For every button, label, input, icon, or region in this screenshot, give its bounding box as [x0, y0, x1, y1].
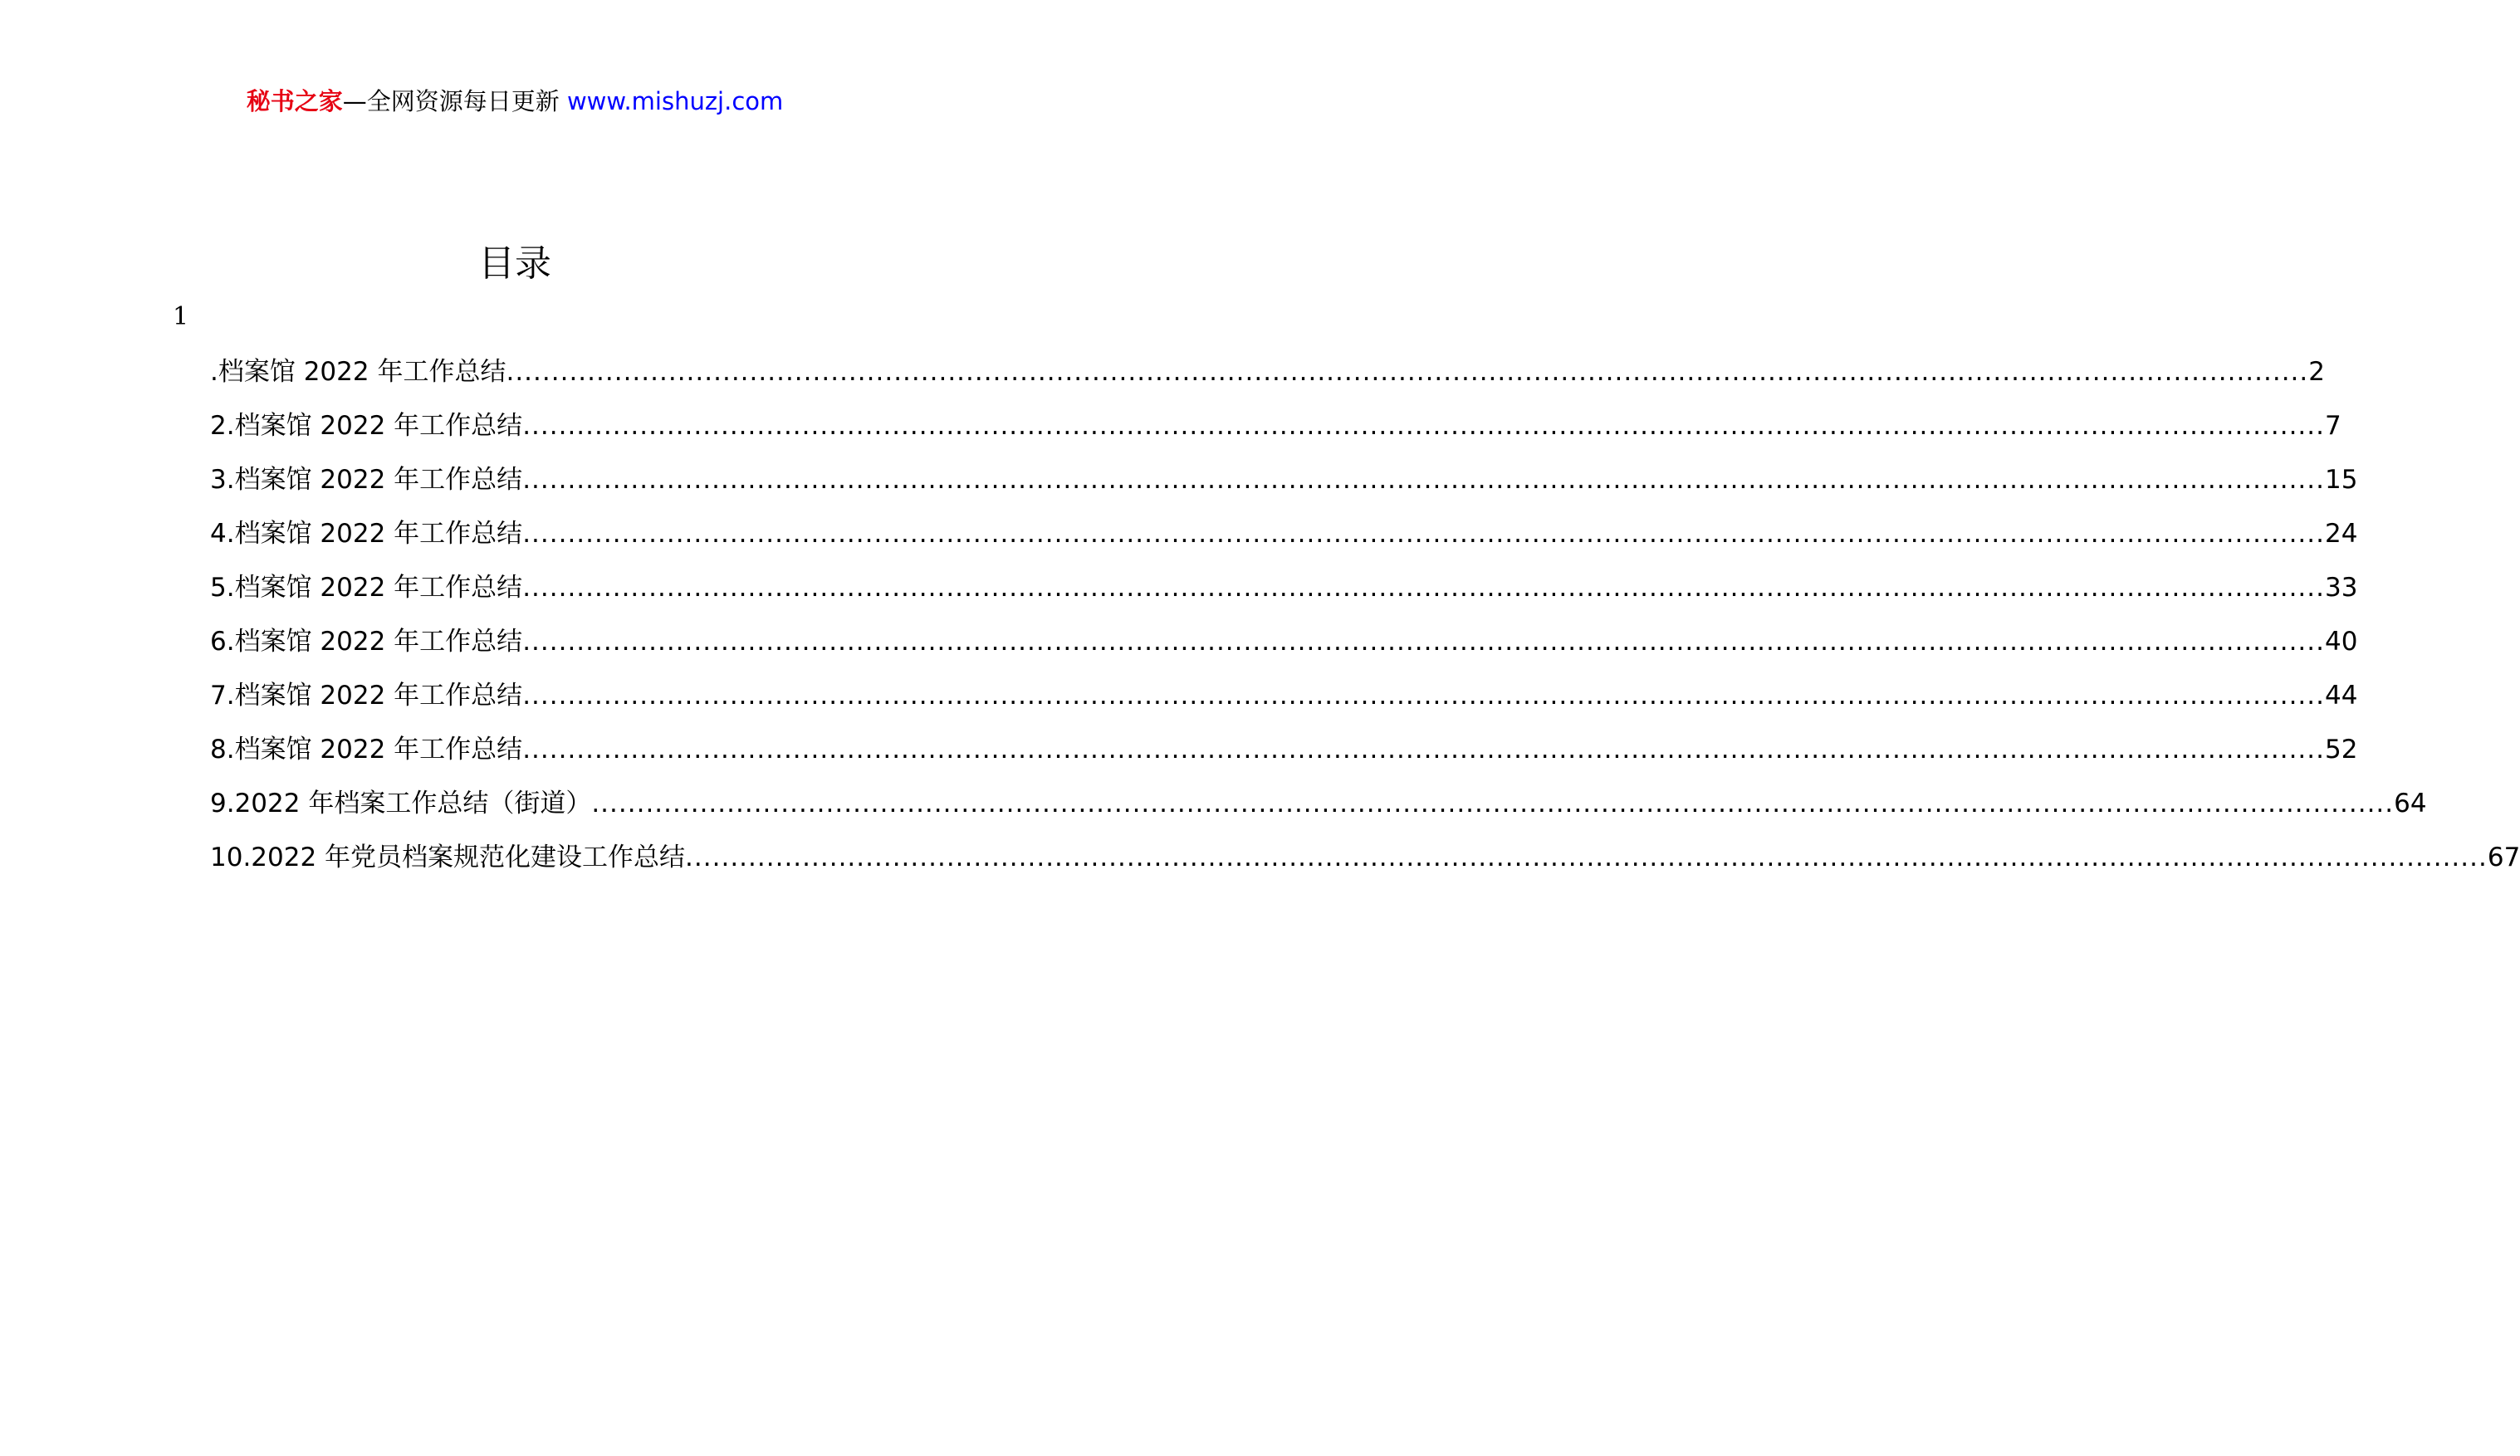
toc-entry-page-number: 7 [2325, 411, 2341, 441]
toc-dot-leader: ........................................................................................................................................................................................................ [522, 681, 2325, 711]
toc-entry-page-number: 24 [2325, 519, 2358, 549]
toc-list [210, 352, 2520, 892]
toc-dot-leader: ........................................................................................................................................................................................................ [522, 627, 2325, 657]
toc-dot-leader: ........................................................................................................................................................................................................ [506, 357, 2309, 387]
toc-entry-page-number: 44 [2325, 681, 2358, 711]
toc-entry[interactable] [210, 568, 2358, 622]
toc-entry-label: 2.档案馆 2022 年工作总结 [210, 411, 523, 441]
toc-entry-label: 10.2022 年党员档案规范化建设工作总结 [210, 843, 686, 872]
toc-entry-label: 4.档案馆 2022 年工作总结 [210, 519, 523, 549]
brand-name: 秘书之家 [246, 87, 343, 115]
toc-entry-page-number: 67 [2487, 843, 2520, 872]
toc-entry-label: 8.档案馆 2022 年工作总结 [210, 735, 523, 765]
toc-entry-label: 3.档案馆 2022 年工作总结 [210, 465, 523, 495]
toc-dot-leader: ........................................................................................................................................................................................................ [522, 465, 2325, 495]
toc-entry[interactable] [210, 730, 2358, 784]
toc-dot-leader: ........................................................................................................................................................................................................ [685, 843, 2488, 872]
toc-entry-page-number: 15 [2325, 465, 2358, 495]
toc-entry-label: 6.档案馆 2022 年工作总结 [210, 627, 523, 657]
toc-dot-leader: ........................................................................................................................................................................................................ [522, 573, 2325, 603]
toc-entry-label: 9.2022 年档案工作总结（街道） [210, 789, 592, 818]
toc-entry-label: .档案馆 2022 年工作总结 [210, 357, 506, 387]
toc-entry[interactable] [210, 676, 2358, 730]
toc-entry-page-number: 2 [2308, 357, 2326, 387]
toc-entry[interactable] [210, 838, 2520, 892]
toc-entry[interactable] [210, 514, 2358, 568]
toc-dot-leader: ........................................................................................................................................................................................................ [522, 411, 2325, 441]
toc-entry-label: 5.档案馆 2022 年工作总结 [210, 573, 523, 603]
toc-title: 目录 [478, 242, 551, 285]
header-banner [0, 83, 1030, 120]
toc-entry-page-number: 52 [2325, 735, 2358, 765]
header-tagline: —全网资源每日更新 [342, 87, 567, 115]
site-url-link[interactable]: www.mishuzj.com [566, 87, 784, 115]
toc-entry-page-number: 40 [2325, 627, 2358, 657]
toc-dot-leader: ........................................................................................................................................................................................................ [522, 519, 2325, 549]
toc-entry-page-number: 64 [2394, 789, 2427, 818]
toc-dot-leader: ........................................................................................................................................................................................................ [591, 789, 2395, 818]
toc-entry-page-number: 33 [2325, 573, 2358, 603]
toc-entry-label: 7.档案馆 2022 年工作总结 [210, 681, 523, 711]
toc-entry[interactable] [210, 406, 2341, 460]
list-marker: 1 [173, 302, 189, 331]
toc-entry[interactable] [210, 784, 2427, 838]
toc-dot-leader: ........................................................................................................................................................................................................ [522, 735, 2325, 765]
toc-entry[interactable] [210, 622, 2358, 676]
toc-entry[interactable] [210, 352, 2326, 406]
toc-entry[interactable] [210, 460, 2358, 514]
